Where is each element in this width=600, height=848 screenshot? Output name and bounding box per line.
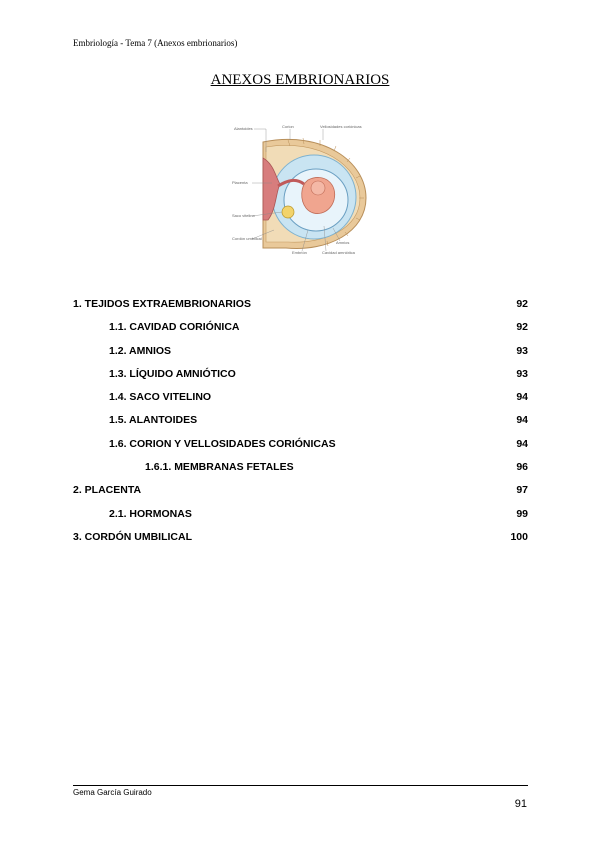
toc-entry-label: 1.5. ALANTOIDES	[109, 414, 198, 427]
toc-entry[interactable]	[73, 412, 528, 435]
label-embrion: Embrión	[292, 250, 307, 255]
toc-entry[interactable]	[73, 366, 528, 389]
toc-entry-label: 1.3. LÍQUIDO AMNIÓTICO	[109, 367, 236, 380]
label-alantoides: Alantoides	[234, 126, 253, 131]
toc-entry-label: 1.2. AMNIOS	[109, 344, 172, 357]
label-placenta: Placenta	[232, 180, 248, 185]
toc-entry-page: 92	[516, 298, 528, 310]
embryo-illustration	[228, 120, 373, 260]
toc-entry-label: 1.4. SACO VITELINO	[109, 391, 212, 404]
embryo-illustration-svg	[228, 120, 373, 260]
running-header: Embriología - Tema 7 (Anexos embrionarios)	[73, 38, 238, 48]
toc-entry-page: 94	[516, 391, 528, 404]
toc-entry[interactable]	[73, 436, 528, 459]
toc-entry-label: 1.6.1. MEMBRANAS FETALES	[145, 461, 294, 474]
label-saco-vitelino: Saco vitelino	[232, 213, 255, 218]
toc-entry-label: 3. CORDÓN UMBILICAL	[73, 530, 192, 543]
table-of-contents	[73, 296, 528, 552]
label-amnios: Amnios	[336, 240, 350, 245]
page-title	[0, 72, 600, 89]
page-title-text: ANEXOS EMBRIONARIOS	[210, 72, 390, 88]
toc-entry[interactable]	[73, 296, 528, 319]
toc-entry-page: 94	[516, 414, 528, 427]
toc-entry-page: 99	[516, 507, 528, 520]
toc-entry-label: 2.1. HORMONAS	[109, 507, 192, 520]
toc-entry-page: 94	[516, 437, 528, 450]
toc-entry-label: 1. TEJIDOS EXTRAEMBRIONARIOS	[73, 298, 251, 310]
toc-entry-page: 100	[510, 530, 528, 543]
toc-entry-label: 1.1. CAVIDAD CORIÓNICA	[109, 321, 240, 334]
toc-entry[interactable]	[73, 343, 528, 366]
toc-entry-page: 93	[516, 344, 528, 357]
toc-entry[interactable]	[73, 529, 528, 552]
toc-entry-page: 92	[516, 321, 528, 334]
toc-entry[interactable]	[73, 459, 528, 482]
toc-entry-page: 93	[516, 367, 528, 380]
toc-entry-page: 96	[516, 461, 528, 474]
toc-entry-label: 2. PLACENTA	[73, 484, 142, 497]
footer-author: Gema García Guirado	[73, 788, 152, 797]
page-number: 91	[514, 798, 527, 810]
toc-entry[interactable]	[73, 319, 528, 342]
embryo-head	[311, 181, 325, 195]
toc-entry[interactable]	[73, 482, 528, 505]
label-cavidad-amniotica: Cavidad amniótica	[322, 250, 355, 255]
toc-entry-label: 1.6. CORION Y VELLOSIDADES CORIÓNICAS	[109, 437, 336, 450]
label-corion: Corion	[282, 124, 294, 129]
toc-entry[interactable]	[73, 506, 528, 529]
toc-entry[interactable]	[73, 389, 528, 412]
footer-divider	[73, 785, 528, 786]
label-vellosidades: Vellosidades coriónicas	[320, 124, 362, 129]
yolk-sac	[282, 206, 294, 218]
label-cordon: Cordón umbilical	[232, 236, 262, 241]
toc-entry-page: 97	[516, 484, 528, 497]
